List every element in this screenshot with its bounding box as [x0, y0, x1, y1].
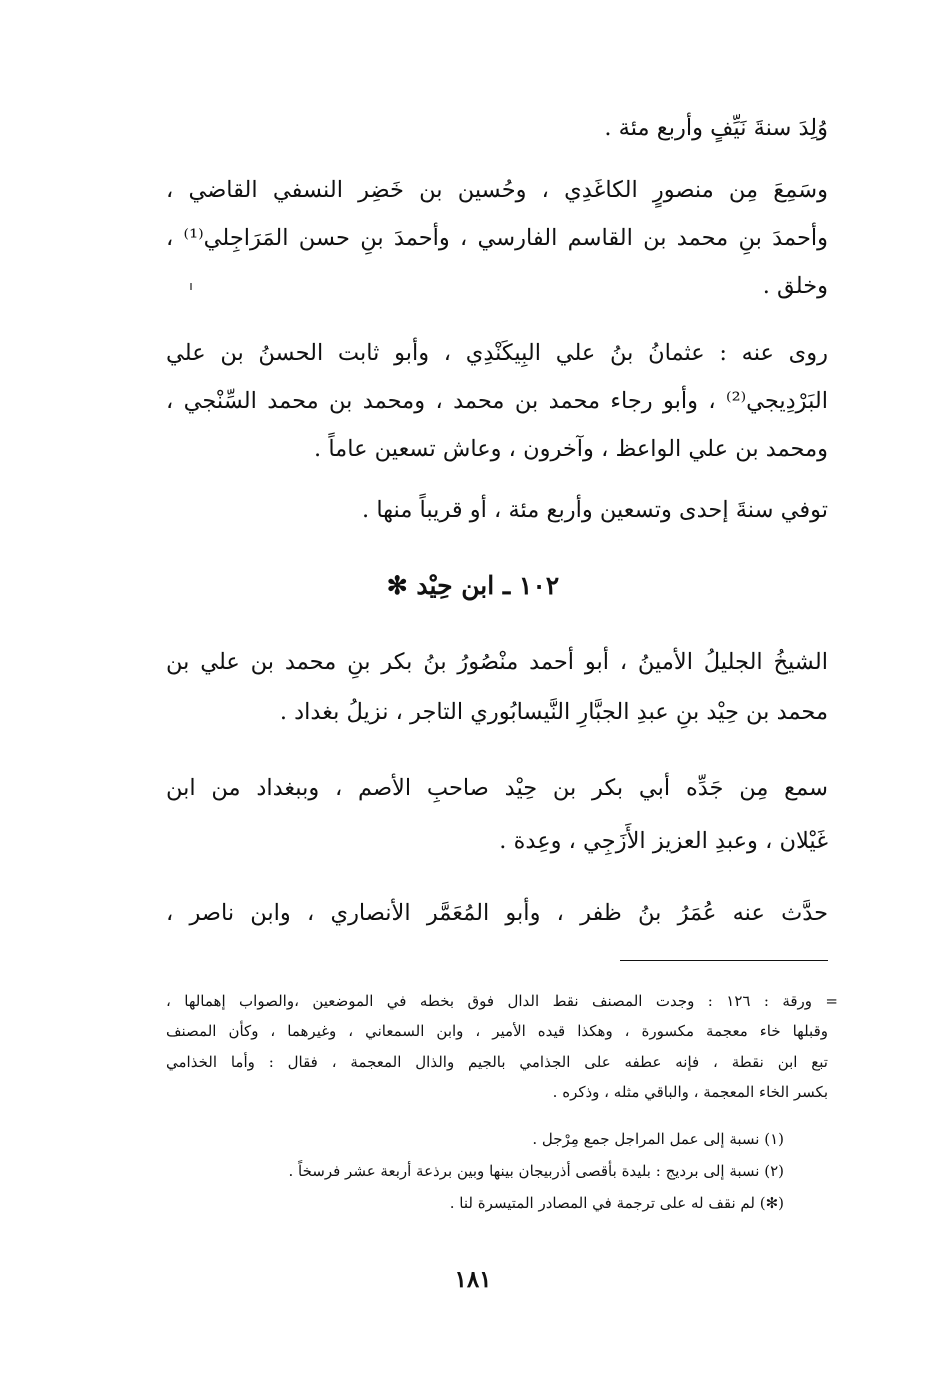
- footnote-line-3: تبع ابن نقطة ، فإنه عطفه على الجذامي بالجيم والذال المعجمة ، فقال : وأما الخذامي: [166, 1053, 828, 1071]
- body-line-10: محمد بن حِيْد بنِ عبدِ الجبَّارِ النَّيسابُوري التاجر ، نزيلُ بغداد .: [279, 699, 828, 725]
- footnote-2: (٢) نسبة إلى برديج : بليدة بأقصى أذربيجان بينها وبين برذعة أربعة عشر فرسخاً .: [288, 1162, 784, 1180]
- body-line-2: وسَمِعَ مِن منصورٍ الكاغَدِي ، وحُسين بن خَضِر النسفي القاضي ،: [166, 177, 828, 203]
- body-line-6: البَرْدِيجي⁽²⁾ ، وأبو رجاء محمد بن محمد ، ومحمد بن محمد السِّنْجي ،: [166, 388, 828, 414]
- footnote-line-2: وقبلها خاء معجمة مكسورة ، وهكذا قيده الأمير ، وابن السمعاني ، وغيرهما ، وكأن المصنف: [166, 1022, 828, 1040]
- footnote-separator: [620, 960, 828, 961]
- footnote-star: (✻) لم نقف له على ترجمة في المصادر المتيسرة لنا .: [449, 1194, 784, 1212]
- body-line-5: روى عنه : عثمانُ بنُ علي البِيكَنْدِي ، وأبو ثابت الحسنُ بن علي: [166, 340, 828, 366]
- body-line-8: توفي سنةَ إحدى وتسعين وأربع مئة ، أو قريباً منها .: [362, 497, 828, 523]
- footnote-line-4: بكسر الخاء المعجمة ، والباقي مثله ، وذكره .: [552, 1083, 828, 1101]
- body-line-13: حدَّث عنه عُمَرُ بنُ ظفر ، وأبو المُعَمَّر الأنصاري ، وابن ناصر ،: [166, 900, 828, 926]
- body-line-7: ومحمد بن علي الواعظ ، وآخرون ، وعاش تسعين عاماً .: [314, 436, 828, 462]
- footnote-1: (١) نسبة إلى عمل المراجل جمع مِرْجل .: [532, 1130, 784, 1148]
- body-line-11: سمع مِن جَدِّه أبي بكر بن حِيْد صاحبِ الأصم ، وببغداد من ابن: [166, 775, 828, 801]
- body-line-9: الشيخُ الجليلُ الأمينُ ، أبو أحمد منْصُورُ بنُ بكر بنِ محمد بن علي بن: [166, 649, 828, 675]
- body-line-4: وخلق .: [762, 273, 828, 299]
- page-number: ١٨١: [454, 1266, 492, 1293]
- footnote-line-1: = ورقة : ١٢٦ : وجدت المصنف نقط الدال فوق بخطه في الموضعين ،والصواب إهمالها ،: [166, 992, 838, 1010]
- body-line-3: وأحمدَ بنِ محمد بن القاسم الفارسي ، وأحمدَ بنِ حسن المَرَاجِلي⁽¹⁾ ،: [166, 225, 828, 251]
- entry-title: ١٠٢ ـ ابن حِيْد ✻: [386, 571, 560, 600]
- body-line-12: غَيْلان ، وعبدِ العزيز الأَزَجِي ، وعِدة .: [499, 828, 828, 854]
- body-line-1: وُلِدَ سنةَ نَيِّفٍ وأربع مئة .: [604, 115, 828, 141]
- scan-speck: [190, 283, 192, 290]
